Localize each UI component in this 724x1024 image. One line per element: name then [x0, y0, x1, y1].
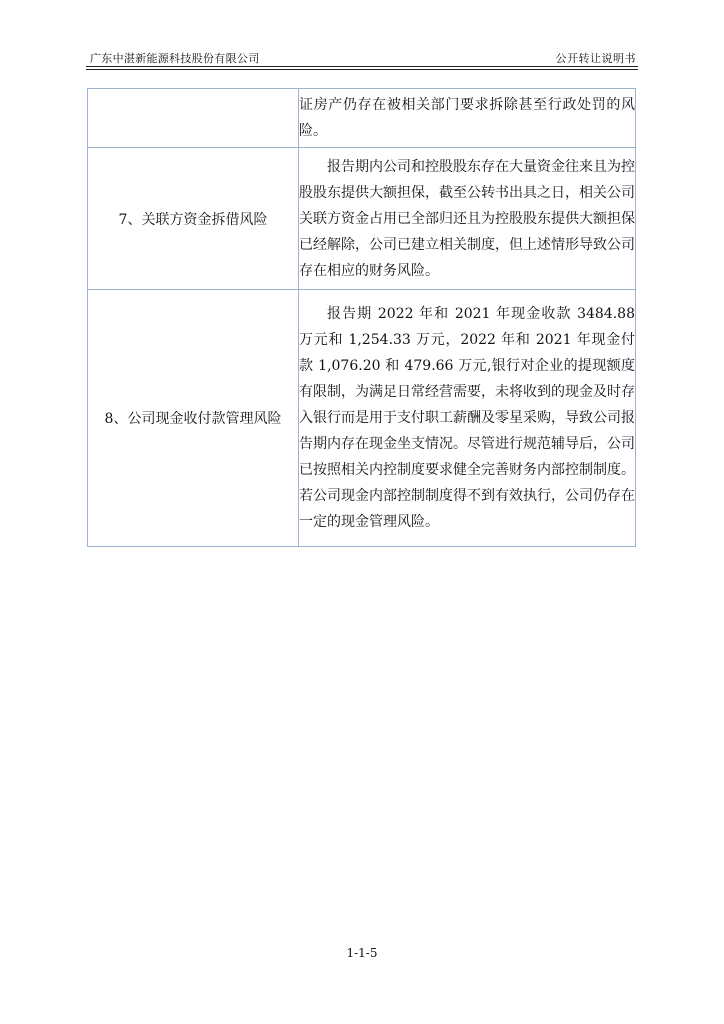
- table-row: [88, 148, 636, 290]
- table-row: [88, 290, 636, 547]
- risk-description-text: 证房产仍存在被相关部门要求拆除甚至行政处罚的风险。: [299, 97, 635, 139]
- risk-table: [87, 88, 636, 547]
- header-company-name: 广东中湛新能源科技股份有限公司: [90, 52, 260, 65]
- risk-description-cell: [299, 148, 636, 290]
- risk-name-cell: 8、公司现金收付款管理风险: [88, 290, 299, 547]
- risk-description-text: 报告期内公司和控股股东存在大量资金往来且为控股股东提供大额担保，截至公转书出具之日，相关公司关联方资金占用已全部归还且为控股股东提供大额担保已经解除，公司已建立相关制度，但上述情形导致公司存在相应的财务风险。: [299, 158, 635, 279]
- page-number: 1-1-5: [346, 946, 378, 960]
- risk-name-cell: [88, 89, 299, 148]
- risk-description-cell: [299, 290, 636, 547]
- header-document-type: 公开转让说明书: [555, 52, 636, 65]
- risk-description-text: 报告期 2022 年和 2021 年现金收款 3484.88 万元和 1,254.33 万元，2022 年和 2021 年现金付款 1,076.20 和 479.66 万元,银行对企业的提现额度有限制，为满足日常经营需要，未将收到的现金及时存入银行而是用于支付职工薪酬及零星采购，导致公司报告期内存在现金坐支情况。尽管进行规范辅导后，公司已按照相关内控制度要求健全完善财务内部控制制度。若公司现金内部控制制度得不到有效执行，公司仍存在一定的现金管理风险。: [299, 306, 635, 530]
- risk-name-cell: 7、关联方资金拆借风险: [88, 148, 299, 290]
- table-row: [88, 89, 636, 148]
- risk-description-cell: [299, 89, 636, 148]
- header-rule: [86, 66, 638, 70]
